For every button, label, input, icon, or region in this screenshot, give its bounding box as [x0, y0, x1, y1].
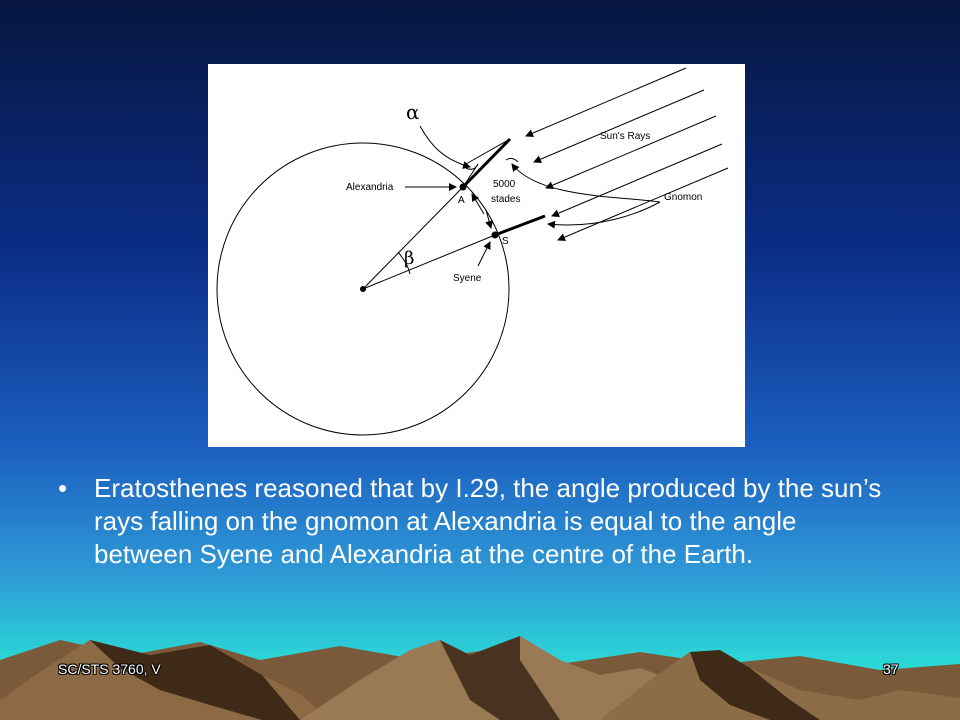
distance-arrow-down	[486, 210, 491, 228]
gnomon-pointer-lower	[548, 202, 660, 225]
sun-ray-3	[546, 116, 716, 188]
diagram-svg	[208, 64, 745, 447]
point-a-label: A	[458, 195, 465, 206]
distance-value-label: 5000	[493, 179, 516, 190]
bullet-symbol: •	[58, 473, 68, 503]
syene-pointer	[478, 242, 490, 266]
sun-ray-2	[534, 90, 704, 162]
gnomon-label: Gnomon	[664, 192, 703, 203]
earth-centre-point	[360, 286, 366, 292]
gnomon-syene	[495, 216, 545, 235]
point-s-label: S	[502, 236, 509, 247]
sun-ray-1	[526, 68, 686, 136]
bullet-text: Eratosthenes reasoned that by I.29, the angle produced by the sun’s rays falling on the gnomon at Alexandria is equal to the angle between Syene and Alexandria at the centre of the Earth.	[94, 473, 882, 569]
syene-label: Syene	[453, 273, 482, 284]
beta-label: β	[404, 248, 415, 269]
slide-number: 37	[883, 661, 899, 677]
alpha-pointer	[420, 126, 470, 167]
suns-rays-label: Sun's Rays	[600, 131, 651, 142]
eratosthenes-diagram	[208, 64, 745, 447]
gnomon-angle-arc	[506, 158, 518, 162]
alexandria-label: Alexandria	[346, 182, 394, 193]
radius-to-alexandria	[363, 187, 463, 289]
sun-ray-4	[552, 144, 722, 216]
distance-unit-label: stades	[491, 194, 521, 205]
alpha-label: α	[406, 100, 420, 124]
sun-ray-5	[558, 168, 728, 240]
footer-course-code: SC/STS 3760, V	[58, 661, 161, 677]
gnomon-pointer-upper	[512, 164, 660, 202]
